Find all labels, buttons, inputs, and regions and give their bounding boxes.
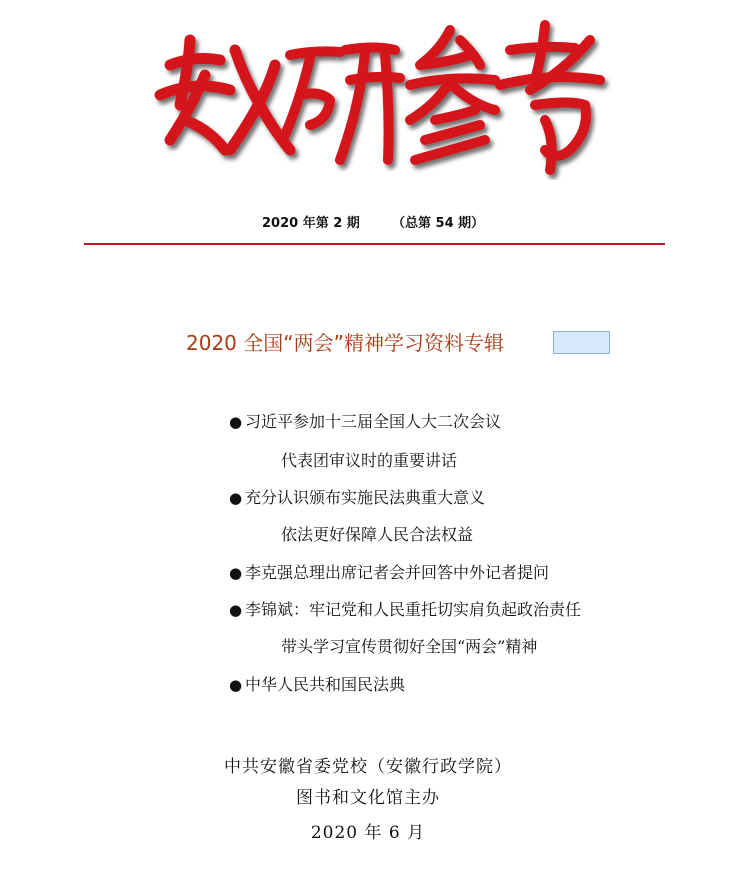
toc-item <box>229 409 501 432</box>
masthead-char-jiao <box>160 40 290 150</box>
toc-item-text: 依法更好保障人民合法权益 <box>281 525 474 544</box>
masthead-logo <box>150 10 620 180</box>
toc-item-continuation <box>281 634 537 657</box>
toc-item <box>229 597 581 620</box>
header-divider <box>84 243 665 245</box>
toc-item-text: 李锦斌：牢记党和人民重托切实肩负起政治责任 <box>245 600 582 619</box>
toc-item-text: 代表团审议时的重要讲话 <box>281 451 458 470</box>
special-issue-title: 2020 全国“两会”精神学习资料专辑 <box>186 331 504 355</box>
issue-number: 2020 年第 2 期 <box>262 216 360 231</box>
toc-item-text: 带头学习宣传贯彻好全国“两会”精神 <box>281 637 538 656</box>
toc-item-text: 习近平参加十三届全国人大二次会议 <box>245 412 502 431</box>
bullet-icon: ● <box>229 413 243 431</box>
highlight-box <box>553 331 610 354</box>
publisher-line-1: 中共安徽省委党校（安徽行政学院） <box>224 757 512 777</box>
toc-item-continuation <box>281 522 473 545</box>
bullet-icon: ● <box>229 676 243 694</box>
masthead-char-yan <box>285 48 400 161</box>
toc-item-continuation <box>281 448 457 471</box>
bullet-icon: ● <box>229 489 243 507</box>
toc-item-text: 充分认识颁布实施民法典重大意义 <box>245 488 486 507</box>
toc-item-text: 中华人民共和国民法典 <box>245 675 406 694</box>
masthead-char-can <box>410 30 495 160</box>
bullet-icon: ● <box>229 564 243 582</box>
toc-item <box>229 485 485 508</box>
publication-date: 2020 年 6 月 <box>310 823 426 843</box>
toc-item-text: 李克强总理出席记者会并回答中外记者提问 <box>245 563 550 582</box>
bullet-icon: ● <box>229 601 243 619</box>
toc-item <box>229 672 405 695</box>
masthead-char-kao <box>500 25 600 170</box>
toc-item <box>229 560 549 583</box>
publisher-line-2: 图书和文化馆主办 <box>296 788 440 808</box>
issue-total-number: （总第 54 期） <box>392 216 485 231</box>
